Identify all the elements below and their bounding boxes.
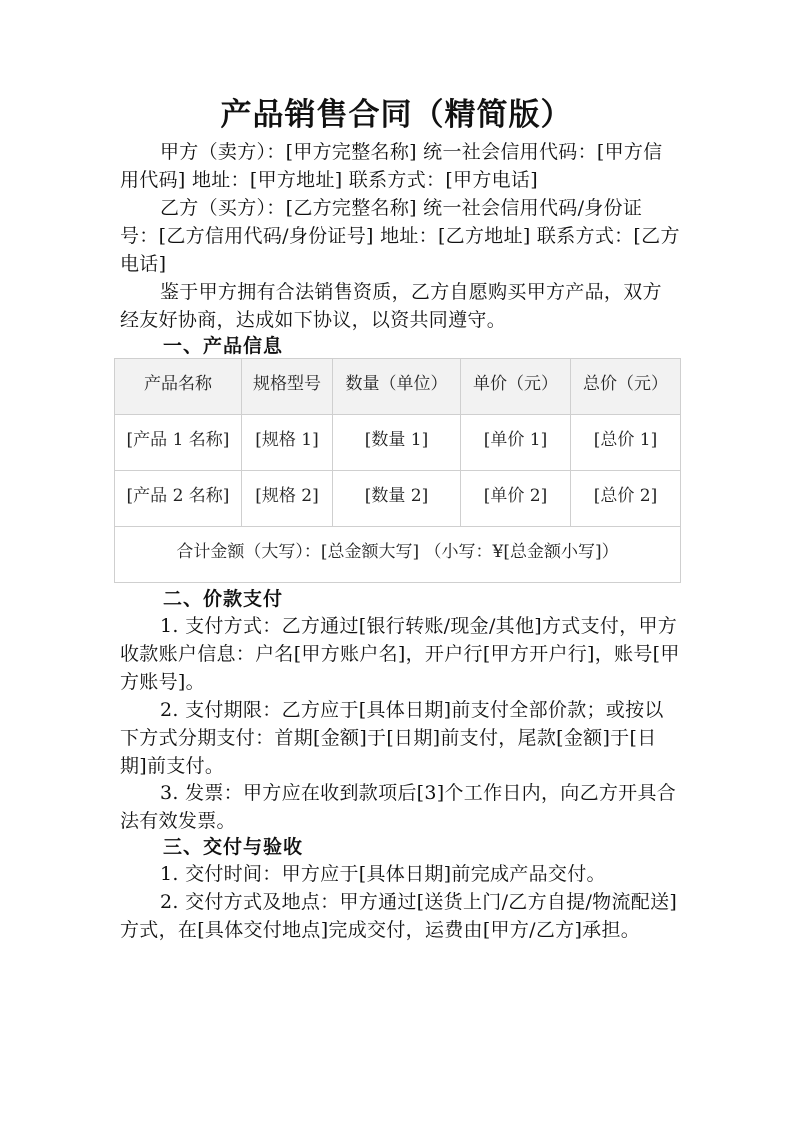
- payment-method-clause: 1. 支付方式：乙方通过[银行转账/现金/其他]方式支付，甲方收款账户信息：户名[甲方账户名]，开户行[甲方开户行]，账号[甲方账号]。: [120, 615, 680, 693]
- preamble-paragraph: 鉴于甲方拥有合法销售资质，乙方自愿购买甲方产品，双方经友好协商，达成如下协议，以资共同遵守。: [120, 281, 662, 331]
- party-b-paragraph: 乙方（买方）：[乙方完整名称] 统一社会信用代码/身份证号：[乙方信用代码/身份证号] 地址：[乙方地址] 联系方式：[乙方电话]: [120, 197, 680, 275]
- delivery-time-clause: 1. 交付时间：甲方应于[具体日期]前完成产品交付。: [160, 863, 606, 885]
- section-3-heading: 三、交付与验收: [163, 836, 304, 858]
- payment-deadline-clause: 2. 支付期限：乙方应于[具体日期]前支付全部价款；或按以下方式分期支付：首期[金额]于[日期]前支付，尾款[金额]于[日期]前支付。: [120, 699, 664, 777]
- table-header-cell: 单价（元）: [461, 359, 571, 415]
- table-cell: [数量 2]: [333, 471, 461, 527]
- table-cell: [规格 2]: [242, 471, 333, 527]
- section-2-heading: 二、价款支付: [163, 588, 284, 610]
- product-table: [114, 358, 681, 583]
- table-cell: [总价 2]: [571, 471, 681, 527]
- table-cell: [数量 1]: [333, 415, 461, 471]
- table-cell: [单价 1]: [461, 415, 571, 471]
- total-amount-cell: 合计金额（大写）：[总金额大写] （小写：¥[总金额小写]）: [115, 527, 681, 583]
- table-cell: [规格 1]: [242, 415, 333, 471]
- table-header-cell: 数量（单位）: [333, 359, 461, 415]
- delivery-method-clause: 2. 交付方式及地点：甲方通过[送货上门/乙方自提/物流配送]方式，在[具体交付地点]完成交付，运费由[甲方/乙方]承担。: [120, 891, 678, 941]
- table-row: [115, 471, 681, 527]
- party-a-paragraph: 甲方（卖方）：[甲方完整名称] 统一社会信用代码：[甲方信用代码] 地址：[甲方地址] 联系方式：[甲方电话]: [120, 141, 663, 191]
- table-cell: [产品 1 名称]: [115, 415, 242, 471]
- table-cell: [产品 2 名称]: [115, 471, 242, 527]
- table-row: [115, 415, 681, 471]
- section-1-heading: 一、产品信息: [163, 335, 284, 357]
- table-header-row: [115, 359, 681, 415]
- table-total-row: [115, 527, 681, 583]
- table-header-cell: 总价（元）: [571, 359, 681, 415]
- table-cell: [单价 2]: [461, 471, 571, 527]
- table-cell: [总价 1]: [571, 415, 681, 471]
- document-title: 产品销售合同（精简版）: [220, 97, 573, 133]
- table-header-cell: 产品名称: [115, 359, 242, 415]
- table-header-cell: 规格型号: [242, 359, 333, 415]
- invoice-clause: 3. 发票：甲方应在收到款项后[3]个工作日内，向乙方开具合法有效发票。: [120, 782, 677, 832]
